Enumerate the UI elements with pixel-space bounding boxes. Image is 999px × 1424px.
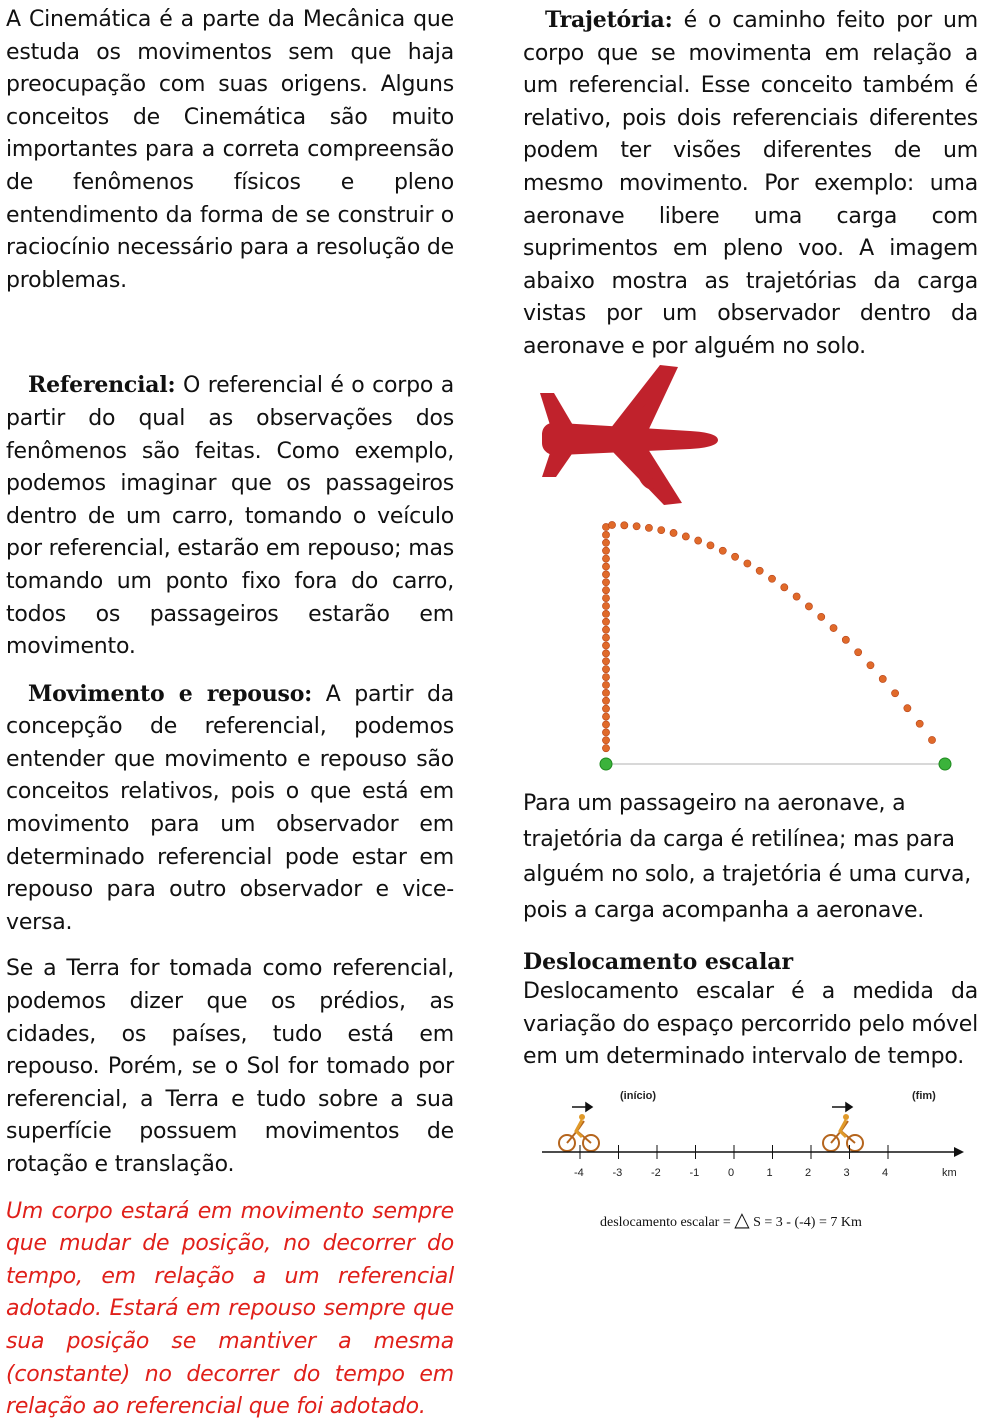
tick-label: -2	[651, 1167, 661, 1179]
vertical-trajectory-dot	[602, 650, 609, 657]
curved-trajectory-dot	[682, 533, 689, 540]
numberline-figure	[540, 1085, 970, 1235]
highlight-paragraph: Um corpo estará em movimento sempre que mudar de posição, no decorrer do tempo, em relação a um referencial adotado. Estará em repouso sempre que sua posição se mantiver a mesma (constante) no decorrer do tempo em relação ao referencial que foi adotado.	[6, 1198, 454, 1420]
vertical-trajectory-dot	[602, 729, 609, 736]
curved-trajectory-dot	[645, 524, 652, 531]
vertical-trajectory-dot	[602, 666, 609, 673]
vertical-trajectory-dot	[602, 579, 609, 586]
axis-unit: km	[942, 1167, 957, 1179]
tick-label: -3	[612, 1167, 623, 1179]
ground-point-left	[600, 758, 612, 770]
vertical-trajectory-dot	[602, 634, 609, 641]
movimento-text: A partir da concepção de referencial, podemos entender que movimento e repouso são conceitos relativos, pois o que está em movimento para um observador em determinado referencial pode estar em repouso para outro observador e vice-versa.	[6, 681, 454, 935]
displacement-equation	[600, 1207, 862, 1232]
curved-trajectory-dot	[867, 662, 874, 669]
vertical-trajectory-dot	[602, 705, 609, 712]
referencial-paragraph	[6, 369, 454, 663]
deslocamento-title: Deslocamento escalar	[523, 949, 794, 975]
curved-trajectory-dot	[855, 649, 862, 656]
vertical-trajectory-dot	[602, 571, 609, 578]
tick-label: 4	[882, 1167, 889, 1179]
start-label: (início)	[620, 1090, 657, 1102]
curved-trajectory-dot	[842, 636, 849, 643]
curved-trajectory-dot	[695, 537, 702, 544]
curved-trajectory-dot	[928, 736, 935, 743]
intro-term: Cinemática	[28, 7, 152, 32]
curved-trajectory-dot	[719, 547, 726, 554]
vertical-trajectory-dot	[602, 737, 609, 744]
terra-paragraph: Se a Terra for tomada como referencial, podemos dizer que os prédios, as cidades, os países, tudo está em repouso. Porém, se o Sol for tomado por referencial, a Terra e tudo sobre a sua superfície possuem movimentos de rotação e translação.	[6, 956, 454, 1177]
curved-trajectory-dot	[731, 553, 738, 560]
tick-label: 3	[843, 1167, 850, 1179]
curved-trajectory-dot	[818, 613, 825, 620]
curved-trajectory-dot	[781, 584, 788, 591]
vertical-trajectory-dot	[602, 697, 609, 704]
trajectory-figure	[520, 355, 980, 775]
curved-trajectory-dot	[916, 720, 923, 727]
vertical-trajectory-dot	[602, 681, 609, 688]
curved-trajectory-dot	[793, 593, 800, 600]
curved-trajectory-dot	[621, 522, 628, 529]
end-label: (fim)	[912, 1090, 936, 1102]
tick-label: 0	[728, 1167, 735, 1179]
curved-trajectory-dot	[768, 575, 775, 582]
vertical-trajectory-dot	[602, 587, 609, 594]
vertical-trajectory-dot	[602, 674, 609, 681]
tick-label: 2	[805, 1167, 812, 1179]
curved-trajectory-dot	[879, 675, 886, 682]
curved-trajectory-dot	[633, 523, 640, 530]
curved-trajectory-dot	[891, 690, 898, 697]
vertical-trajectory-dot	[602, 745, 609, 752]
vertical-trajectory-dot	[602, 626, 609, 633]
vertical-trajectory-dot	[602, 602, 609, 609]
movimento-paragraph	[6, 678, 454, 940]
vertical-trajectory	[602, 523, 609, 751]
start-arrow-icon	[572, 1103, 592, 1111]
delta-icon: △	[734, 1209, 750, 1231]
trajetoria-text: é o caminho feito por um corpo que se movimenta em relação a um referencial. Esse conceito também é relativo, pois dois referenciais diferentes podem ter visões diferentes de um mesmo movimento. Por exemplo: uma aeronave libere uma carga com suprimentos em pleno voo. A imagem abaixo mostra as trajetórias da carga vistas por um observador dentro da aeronave e por alguém no solo.	[523, 8, 978, 359]
curved-trajectory-dot	[658, 526, 665, 533]
ground-point-right	[939, 758, 951, 770]
vertical-trajectory-dot	[602, 563, 609, 570]
vertical-trajectory-dot	[602, 610, 609, 617]
vertical-trajectory-dot	[602, 721, 609, 728]
equation-body: S = 3 - (-4) = 7 Km	[753, 1215, 862, 1230]
trajetoria-paragraph	[523, 4, 978, 364]
movimento-term: Movimento e repouso:	[28, 680, 313, 707]
end-arrow-icon	[832, 1103, 852, 1111]
right-column	[523, 0, 978, 364]
vertical-trajectory-dot	[602, 547, 609, 554]
intro-paragraph	[6, 4, 454, 297]
airplane-icon	[540, 365, 718, 505]
vertical-trajectory-dot	[602, 555, 609, 562]
curved-trajectory-dot	[904, 705, 911, 712]
cyclist-end-icon	[823, 1114, 863, 1151]
curved-trajectory-dot	[744, 560, 751, 567]
referencial-term: Referencial:	[28, 372, 176, 399]
vertical-trajectory-dot	[602, 595, 609, 602]
vertical-trajectory-dot	[602, 713, 609, 720]
referencial-text: O referencial é o corpo a partir do qual as observações dos fenômenos são feitas. Como exemplo, podemos imaginar que os passageiros dentro de um carro, tomando o veículo por referencial, estarão em repouso; mas tomando um ponto fixo fora do carro, todos os passageiros estarão em movimento.	[6, 373, 454, 660]
curved-trajectory	[608, 521, 935, 743]
cyclist-start-icon	[559, 1114, 599, 1151]
left-column	[6, 0, 454, 1424]
vertical-trajectory-dot	[602, 689, 609, 696]
trajectory-caption: Para um passageiro na aeronave, a trajetória da carga é retilínea; mas para alguém no solo, a trajetória é uma curva, pois a carga acompanha a aeronave.	[523, 791, 972, 923]
tick-label: 1	[766, 1167, 773, 1179]
vertical-trajectory-dot	[602, 618, 609, 625]
deslocamento-text: Deslocamento escalar é a medida da variação do espaço percorrido pelo móvel em um determinado intervalo de tempo.	[523, 979, 978, 1070]
equation-prefix: deslocamento escalar =	[600, 1215, 731, 1230]
tick-label: -1	[689, 1167, 700, 1179]
curved-trajectory-dot	[670, 529, 677, 536]
intro-text: é a parte da Mecânica que estuda os movimentos sem que haja preocupação com suas origens. Alguns conceitos de Cinemática são muito importantes para a correta compreensão de fenômenos físicos e pleno entendimento da forma de se construir o raciocínio necessário para a resolução de problemas.	[6, 7, 454, 293]
vertical-trajectory-dot	[602, 658, 609, 665]
curved-trajectory-dot	[805, 603, 812, 610]
vertical-trajectory-dot	[602, 642, 609, 649]
axis-arrow-icon	[954, 1147, 964, 1157]
tick-label: -4	[574, 1167, 584, 1179]
trajetoria-term: Trajetória:	[545, 7, 673, 33]
curved-trajectory-dot	[830, 624, 837, 631]
caption-block	[523, 786, 978, 1074]
curved-trajectory-dot	[608, 521, 615, 528]
intro-prefix: A	[6, 7, 21, 32]
curved-trajectory-dot	[707, 542, 714, 549]
vertical-trajectory-dot	[602, 531, 609, 538]
vertical-trajectory-dot	[602, 539, 609, 546]
curved-trajectory-dot	[756, 567, 763, 574]
